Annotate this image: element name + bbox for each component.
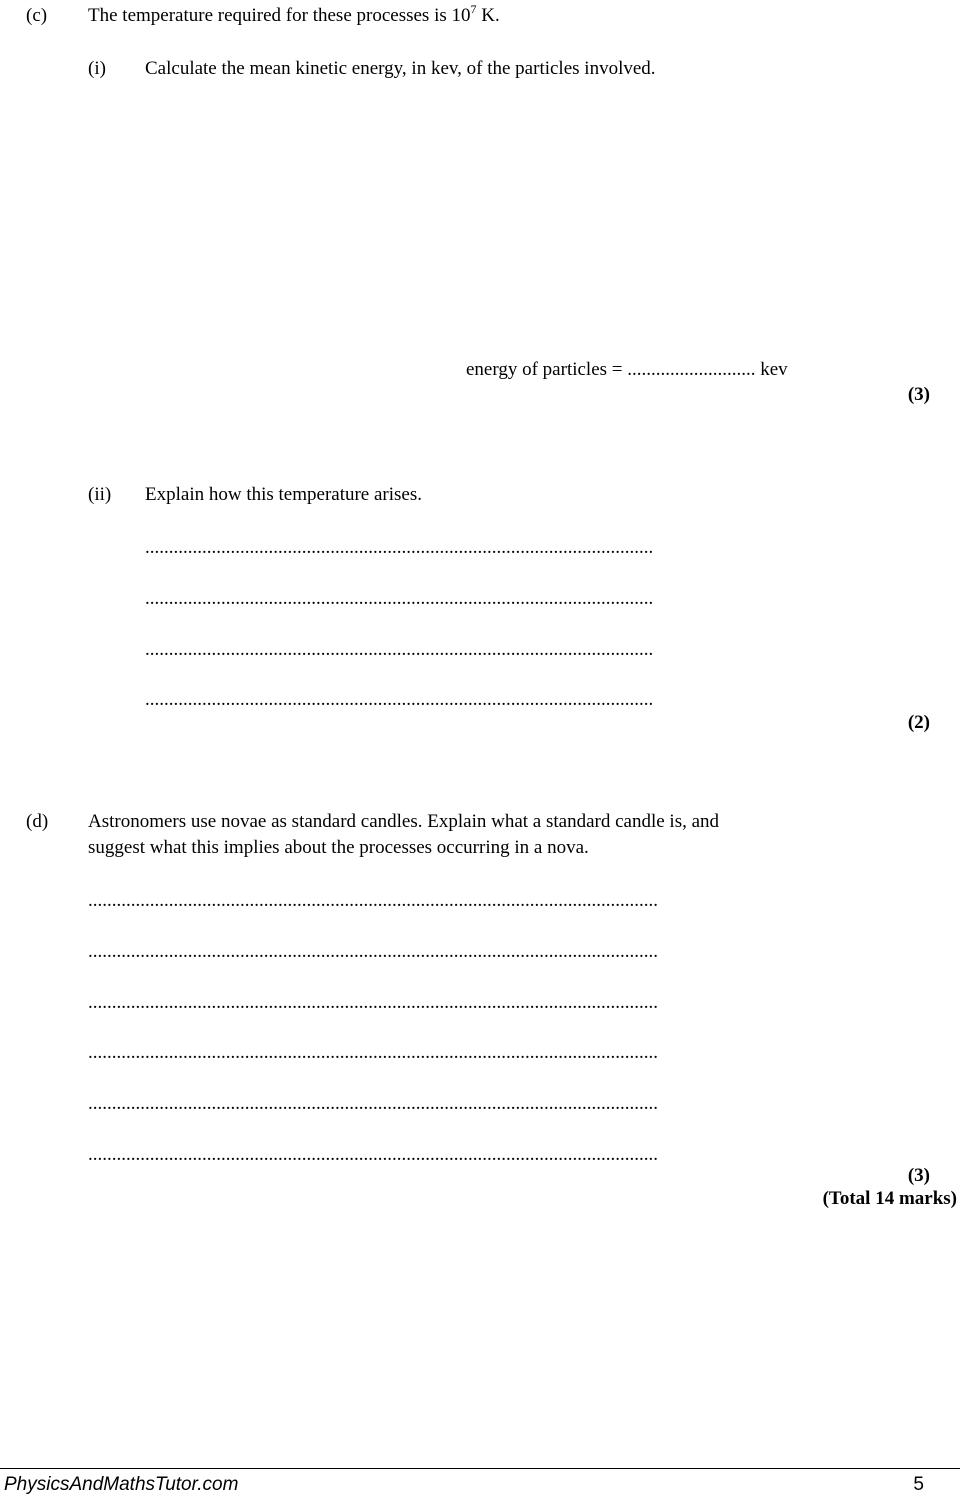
part-c-text-after: K. bbox=[476, 5, 500, 26]
part-d-question-line-1: Astronomers use novae as standard candles. Explain what a standard candle is, and bbox=[88, 811, 720, 832]
sub-ii-question: Explain how this temperature arises. bbox=[145, 484, 423, 505]
energy-answer-prefix: energy of particles = bbox=[466, 359, 628, 380]
sub-ii-answer-line-1[interactable]: ........................................................................................................... bbox=[145, 538, 654, 557]
part-c-label: (c) bbox=[26, 5, 48, 26]
part-d-answer-line-5[interactable]: ........................................................................................................................ bbox=[88, 1094, 658, 1113]
part-d-question-line-2: suggest what this implies about the processes occurring in a nova. bbox=[88, 837, 589, 858]
part-d-answer-line-4[interactable]: ........................................................................................................................ bbox=[88, 1043, 658, 1062]
sub-ii-answer-line-3[interactable]: ........................................................................................................... bbox=[145, 640, 654, 659]
part-d-answer-line-1[interactable]: ........................................................................................................................ bbox=[88, 891, 658, 910]
part-c-statement bbox=[88, 2, 500, 26]
part-c-superscript: 7 bbox=[470, 2, 477, 16]
page-number: 5 bbox=[913, 1474, 924, 1495]
energy-answer-unit: kev bbox=[755, 359, 788, 380]
sub-i-marks: (3) bbox=[907, 384, 930, 405]
sub-ii-answer-line-4[interactable]: ........................................................................................................... bbox=[145, 690, 654, 709]
sub-i-question: Calculate the mean kinetic energy, in kev, of the particles involved. bbox=[145, 58, 656, 79]
footer-site: PhysicsAndMathsTutor.com bbox=[4, 1474, 239, 1495]
total-marks: (Total 14 marks) bbox=[822, 1188, 957, 1209]
part-d-label: (d) bbox=[26, 811, 49, 832]
sub-ii-answer-line-2[interactable]: ........................................................................................................... bbox=[145, 589, 654, 608]
part-d-answer-line-2[interactable]: ........................................................................................................................ bbox=[88, 942, 658, 961]
part-d-answer-line-3[interactable]: ........................................................................................................................ bbox=[88, 993, 658, 1012]
part-d-answer-line-6[interactable]: ........................................................................................................................ bbox=[88, 1145, 658, 1164]
energy-answer-line bbox=[466, 360, 788, 379]
energy-answer-field[interactable]: ........................... bbox=[627, 359, 756, 380]
part-d-marks: (3) bbox=[907, 1165, 930, 1186]
sub-ii-marks: (2) bbox=[907, 712, 930, 733]
sub-i-label: (i) bbox=[88, 58, 106, 79]
part-c-text-before: The temperature required for these processes is 10 bbox=[88, 5, 471, 26]
sub-ii-label: (ii) bbox=[88, 484, 112, 505]
footer-rule bbox=[0, 1468, 960, 1469]
